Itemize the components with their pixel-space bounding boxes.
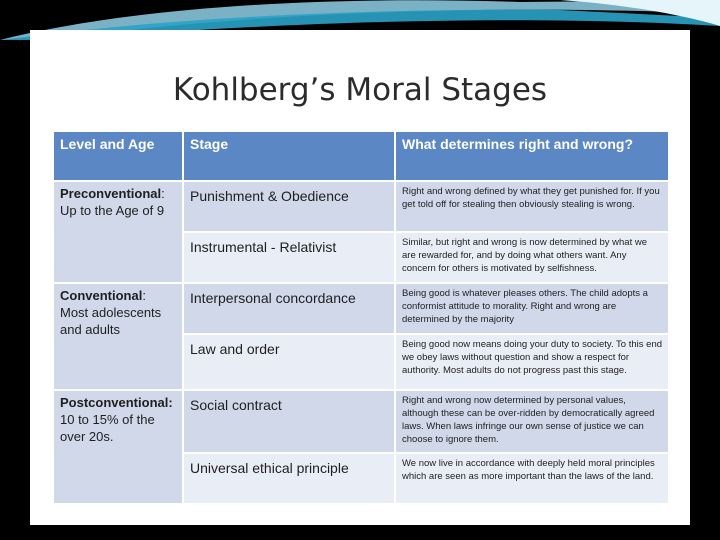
level-age: 10 to 15% of the over 20s. <box>60 412 155 444</box>
table-row <box>53 283 669 334</box>
table-row <box>53 181 669 232</box>
description-cell: We now live in accordance with deeply held moral principles which are seen as more important than the laws of the land. <box>395 453 669 504</box>
stage-cell: Social contract <box>183 390 395 453</box>
level-name: Preconventional <box>60 186 162 201</box>
stage-cell: Punishment & Obedience <box>183 181 395 232</box>
stage-cell: Universal ethical principle <box>183 453 395 504</box>
level-suffix: : <box>161 186 165 201</box>
header-right-and-wrong: What determines right and wrong? <box>395 131 669 181</box>
slide-title: Kohlberg’s Moral Stages <box>172 72 548 108</box>
level-cell-preconventional <box>53 181 183 283</box>
level-age: Most adolescents and adults <box>60 305 162 337</box>
stages-table <box>52 130 670 505</box>
level-suffix: : <box>142 288 146 303</box>
description-cell: Right and wrong now determined by personal values, although these can be over-ridden by democratically agreed laws. When laws infringe our own sense of justice we can choose to ignore them. <box>395 390 669 453</box>
level-name: Postconventional: <box>60 395 173 410</box>
stage-cell: Interpersonal concordance <box>183 283 395 334</box>
table-row <box>53 390 669 453</box>
slide <box>30 30 690 525</box>
level-cell-postconventional <box>53 390 183 504</box>
level-name: Conventional <box>60 288 143 303</box>
table-header-row <box>53 131 669 181</box>
description-cell: Similar, but right and wrong is now determined by what we are rewarded for, and by doing what others want. Any concern for others is motivated by selfishness. <box>395 232 669 283</box>
level-cell-conventional <box>53 283 183 390</box>
description-cell: Being good now means doing your duty to society. To this end we obey laws without question and show a respect for authority. Most adults do not progress past this stage. <box>395 334 669 390</box>
header-level-and-age: Level and Age <box>53 131 183 181</box>
header-stage: Stage <box>183 131 395 181</box>
description-cell: Being good is whatever pleases others. The child adopts a conformist attitude to morality. Right and wrong are determined by the majority <box>395 283 669 334</box>
stage-cell: Instrumental - Relativist <box>183 232 395 283</box>
description-cell: Right and wrong defined by what they get punished for. If you get told off for stealing then obviously stealing is wrong. <box>395 181 669 232</box>
level-age: Up to the Age of 9 <box>60 203 165 218</box>
stage-cell: Law and order <box>183 334 395 390</box>
